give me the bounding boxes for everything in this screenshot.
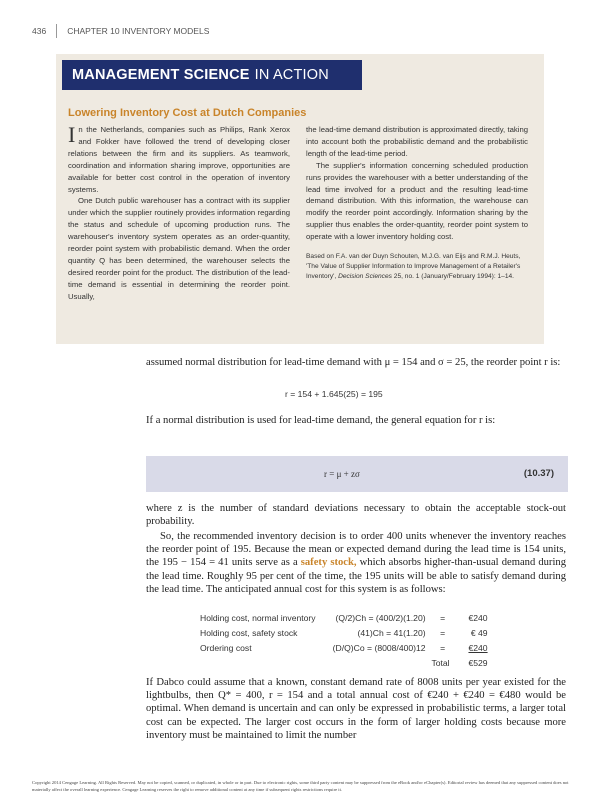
equation-number: (10.37) — [523, 468, 554, 479]
body-paragraph: If Dabco could assume that a known, constant demand rate of 8008 units per year existed for the lightbulbs, then Q* = 400, r = 154 and a total annual cost of €240 + €240 = €480 would be optimal. When demand is uncertain and can only be expressed in probabilistic terms, a larger total cost can be expected. The larger cost occurs in the form of larger holding costs because more inventory must be maintained to limit the number — [146, 677, 566, 741]
management-science-box — [56, 54, 544, 344]
body-paragraph: So, the recommended inventory decision is to order 400 units whenever the inventory reaches the reorder point of 195. Because the mean or expected demand during the lead time is 154 units, the 195 − 154 = 41 units serve as a safety stock, which absorbs higher-than-usual demand during the lead time. Roughly 95 per cent of the time, the 195 units will be able to satisfy demand during the lead time. The anticipated annual cost for this system is as follows: — [146, 531, 566, 595]
box-paragraph: In the Netherlands, companies such as Philips, Rank Xerox and Fokker have followed the trend of developing closer relations between the firm and its suppliers. As teamwork, coordination and information sharing improve, opportunities are available for better cost control in the operation of inventory systems. — [68, 122, 290, 194]
total-label: Total — [431, 657, 450, 668]
body-paragraph: If a normal distribution is used for lead-time demand, the general equation for r is: — [146, 415, 496, 426]
safety-stock-term: safety stock, — [300, 557, 357, 569]
page-number: 436 — [32, 26, 47, 36]
box-paragraph: the lead-time demand distribution is approximated directly, taking into account both the probabilistic demand and the probabilistic length of the lead-time period. — [306, 125, 528, 158]
box-banner — [62, 60, 362, 90]
box-title: Lowering Inventory Cost at Dutch Companies — [68, 107, 307, 119]
table-row-total — [200, 655, 488, 670]
copyright-footer: Copyright 2014 Cengage Learning. All Rights Reserved. May not be copied, scanned, or duplicated, in whole or in part. Due to electronic rights, some third party content may be suppressed from the eBook and/or eChapter(s). Editorial review has deemed that any suppressed content does not materially affect the overall learning experience. Cengage Learning reserves the right to remove additional content at any time if subsequent rights restrictions require it. — [32, 780, 569, 792]
general-reorder-equation: r = μ + zσ — [324, 469, 360, 479]
box-right-column — [306, 124, 528, 282]
header-divider — [56, 24, 57, 38]
page-header — [32, 22, 209, 40]
banner-light: IN ACTION — [254, 67, 329, 83]
box-citation: Based on F.A. van der Duyn Schouten, M.J.G. van Eijs and R.M.J. Heuts, 'The Value of Supplier Information to Improve Management of a Retailer's Inventory', Decision Sciences 25, no. 1 (January/February 1994): 1–14. — [306, 253, 521, 281]
reorder-point-equation: r = 154 + 1.645(25) = 195 — [285, 389, 383, 399]
equation-band — [146, 456, 568, 492]
table-row: Ordering cost (D/Q)Co = (8008/400)12 = €240 — [200, 642, 488, 653]
chapter-title: CHAPTER 10 INVENTORY MODELS — [67, 26, 210, 36]
body-paragraph: assumed normal distribution for lead-time demand with μ = 154 and σ = 25, the reorder point r is: — [146, 357, 561, 368]
box-paragraph: One Dutch public warehouser has a contract with its supplier under which the supplier routinely provides information regarding the status and schedule of upcoming production runs. The warehouser's inventory system operates as an order-quantity, reorder point system with probabilistic demand. When the order quantity Q has been determined, the warehouser selects the desired reorder point for the product. The distribution of the lead-time demand is essential in determining the reorder point. Usually, — [68, 196, 290, 301]
total-value: €529 — [468, 657, 488, 668]
table-row: Holding cost, safety stock (41)Ch = 41(1.20) = € 49 — [200, 627, 488, 638]
box-left-column — [68, 124, 290, 303]
banner-bold: MANAGEMENT SCIENCE — [72, 67, 250, 83]
body-paragraph: where z is the number of standard deviations necessary to obtain the acceptable stock-out probability. — [146, 503, 566, 528]
box-paragraph: The supplier's information concerning scheduled production runs provides the warehouser with a better understanding of the lead time involved for a product and the resulting lead-time demand distribution. With this information, the warehouse can modify the reorder point accordingly. Information sharing by the supplier thus enables the order-quantity, reorder point system to operate with a lower inventory holding cost. — [306, 160, 528, 242]
table-row: Holding cost, normal inventory (Q/2)Ch = (400/2)(1.20) = €240 — [200, 612, 488, 623]
cost-table — [200, 610, 488, 670]
drop-cap: I — [68, 122, 76, 147]
